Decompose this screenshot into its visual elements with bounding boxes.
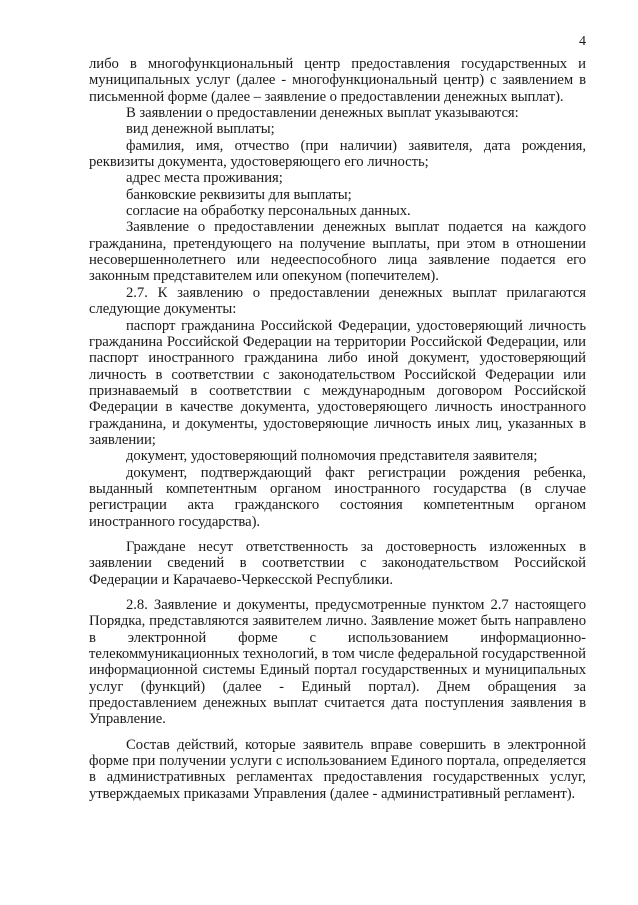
paragraph-electronic-actions: Состав действий, которые заявитель вправе совершить в электронной форме при получении услуги с использованием Единого портала, определяется в административных регламентах предоставления государственных услуг, утверждаемых приказами Управления (далее - административный регламент).	[89, 736, 586, 802]
paragraph-section-2-8: 2.8. Заявление и документы, предусмотренные пунктом 2.7 настоящего Порядка, представляются заявителем лично. Заявление может быть направлено в электронной форме с использованием информационно-телекоммуникационных технологий, в том числе федеральной государственной информационной системы Единый портал государственных и муниципальных услуг (функций) (далее - Единый портал). Днем обращения за предоставлением денежных выплат считается дата поступления заявления в Управление.	[89, 597, 586, 728]
list-item-passport: паспорт гражданина Российской Федерации, удостоверяющий личность гражданина Российской Федерации на территории Российской Федерации, или паспорт иностранного гражданина либо иной документ, удостоверяющий личность в соответствии с законодательством Российской Федерации или признаваемый в соответствии с международным договором Российской Федерации в качестве документа, удостоверяющего личность иностранного гражданина, и документы, удостоверяющие личность иных лиц, указанных в заявлении;	[89, 317, 586, 448]
page-number: 4	[579, 34, 586, 49]
paragraph-section-2-7: 2.7. К заявлению о предоставлении денежных выплат прилагаются следующие документы:	[89, 284, 586, 318]
list-item-data-consent: согласие на обработку персональных данных.	[126, 203, 411, 220]
paragraph-responsibility: Граждане несут ответственность за достоверность изложенных в заявлении сведений в соответствии с законодательством Российской Федерации и Карачаево-Черкесской Республики.	[89, 538, 586, 588]
list-item-birth-registration: документ, подтверждающий факт регистрации рождения ребенка, выданный компетентным органом иностранного государства (в случае регистрации акта гражданского состояния компетентным органом иностранного государства).	[89, 464, 586, 530]
paragraph-application-contents-intro: В заявлении о предоставлении денежных выплат указываются:	[126, 105, 519, 122]
list-item-payment-type: вид денежной выплаты;	[126, 121, 275, 138]
paragraph-continuation: либо в многофункциональный центр предоставления государственных и муниципальных услуг (далее - многофункциональный центр) с заявлением в письменной форме (далее – заявление о предоставлении денежных выплат).	[89, 56, 586, 105]
list-item-bank-details: банковские реквизиты для выплаты;	[126, 186, 352, 203]
list-item-applicant-identity: фамилия, имя, отчество (при наличии) заявителя, дата рождения, реквизиты документа, удостоверяющего его личность;	[89, 137, 586, 171]
list-item-address: адрес места проживания;	[126, 170, 283, 187]
paragraph-each-citizen: Заявление о предоставлении денежных выплат подается на каждого гражданина, претендующего на получение выплаты, при этом в отношении несовершеннолетнего или недееспособного лица заявление подается его законным представителем или опекуном (попечителем).	[89, 219, 586, 285]
document-body	[89, 56, 586, 802]
list-item-representative-authority: документ, удостоверяющий полномочия представителя заявителя;	[126, 448, 538, 465]
